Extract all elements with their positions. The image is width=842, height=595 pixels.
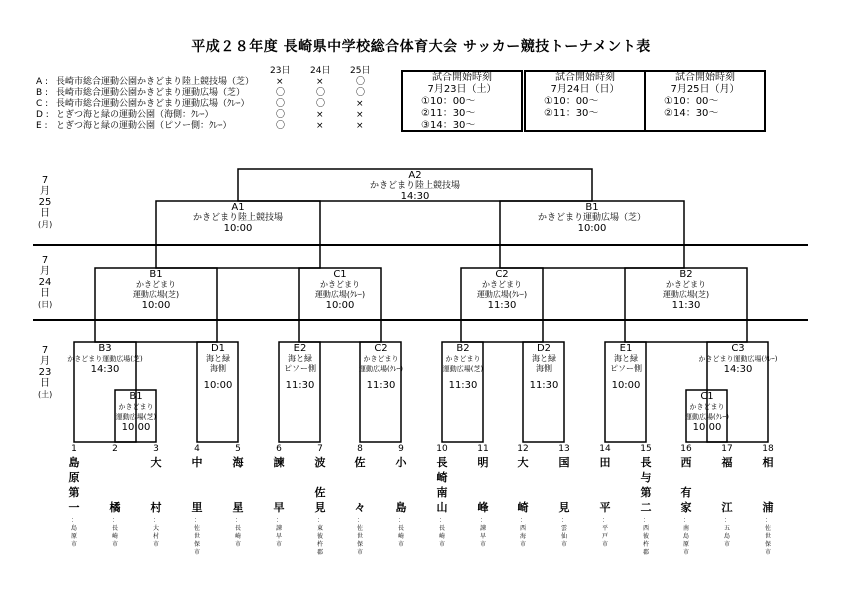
schedule-time: ②11：30～	[544, 108, 599, 119]
date-col-24: 24日	[310, 66, 331, 76]
team-name-char	[473, 485, 493, 500]
team-city-char: 原	[70, 533, 77, 540]
match-r1-b: C1 かきどまり 運動広場(ｸﾚｰ) 10:00	[685, 391, 729, 433]
team-city-char: 佐	[764, 525, 771, 532]
team-city-char: 佐	[356, 525, 363, 532]
team-city-char: 西	[519, 525, 526, 532]
team-city-char: 彼	[316, 533, 323, 540]
team-city-char: 郡	[316, 549, 323, 556]
team-name-char: 有	[680, 486, 692, 499]
team-name-char: 崎	[517, 501, 529, 514]
team-name-char: 波	[314, 456, 326, 469]
team-name-char: 西	[680, 456, 692, 469]
match-r2-5: B2 かきどまり 運動広場(芝) 11:30	[442, 343, 484, 391]
match-r2-1: B3 かきどまり運動広場(芝) 14:30	[67, 343, 143, 375]
team-city-char: 長	[438, 525, 445, 532]
schedule-title: 試合開始時刻	[675, 72, 735, 83]
team-city-char: 市	[723, 541, 730, 548]
team-city-char: 市	[70, 541, 77, 548]
schedule-box-25	[644, 70, 766, 132]
venue-b-mark-25: 〇	[356, 88, 366, 98]
team-city-char: ：	[519, 517, 526, 524]
venue-e-mark-23: 〇	[276, 121, 286, 131]
team-city-char: 南	[682, 525, 689, 532]
team-name-char: 与	[640, 471, 652, 484]
team-city-char: 崎	[397, 533, 404, 540]
team-city-char: 崎	[111, 533, 118, 540]
team-city-char: 保	[193, 541, 200, 548]
team-entry: 10 長 崎 南 山 ： 長 崎 市	[432, 443, 452, 549]
team-name-char: 家	[680, 501, 692, 514]
team-name-char: 国	[558, 456, 570, 469]
match-r1-a: B1 かきどまり 運動広場(芝) 10:00	[115, 391, 157, 433]
team-name-char	[350, 485, 370, 500]
team-name-char	[595, 485, 615, 500]
date-col-25: 25日	[350, 66, 371, 76]
team-name-char: 大	[150, 456, 162, 469]
venue-d-mark-24: ×	[316, 110, 324, 120]
venue-c-mark-23: 〇	[276, 99, 286, 109]
team-city-char: ：	[356, 517, 363, 524]
page-title: 平成２８年度 長崎県中学校総合体育大会 サッカー競技トーナメント表	[191, 39, 651, 55]
team-name-char	[228, 485, 248, 500]
team-name-char	[758, 485, 778, 500]
team-city-char: 世	[356, 533, 363, 540]
day-label-24: 7 月 24 日 (日)	[38, 255, 53, 309]
team-name-char: 橘	[109, 501, 121, 514]
team-city-char: ：	[560, 517, 567, 524]
schedule-time: ②14：30～	[664, 108, 719, 119]
venue-a-mark-25: 〇	[356, 77, 366, 87]
team-name-char: 海	[232, 456, 244, 469]
team-name-char: 福	[721, 456, 733, 469]
team-city-char: 世	[193, 533, 200, 540]
venue-key-e: E :	[36, 121, 48, 131]
team-city-char: 市	[438, 541, 445, 548]
team-name-char	[105, 455, 125, 470]
match-qf1: B1 かきどまり 運動広場(芝) 10:00	[132, 269, 180, 311]
match-qf4: B2 かきどまり 運動広場(芝) 11:30	[662, 269, 710, 311]
team-name-char	[310, 470, 330, 485]
team-name-char: 長	[436, 456, 448, 469]
team-city-char: ：	[723, 517, 730, 524]
date-col-23: 23日	[270, 66, 291, 76]
team-name-char: 江	[721, 501, 733, 514]
team-entry: 6 諫 早 ： 諫 早 市	[269, 443, 289, 549]
team-city-char: 崎	[234, 533, 241, 540]
schedule-title: 試合開始時刻	[555, 72, 615, 83]
team-name-char	[513, 470, 533, 485]
team-name-char	[554, 470, 574, 485]
team-city-char: 諫	[275, 525, 282, 532]
venue-d-mark-25: ×	[356, 110, 364, 120]
venue-b-mark-23: 〇	[276, 88, 286, 98]
team-city-char: 長	[234, 525, 241, 532]
team-name-char: 浦	[762, 501, 774, 514]
team-city-char: ：	[316, 517, 323, 524]
team-city-char: 西	[642, 525, 649, 532]
day-label-23: 7 月 23 日 (土)	[38, 345, 53, 399]
match-r2-2: D1 海と緑 海側 10:00	[203, 343, 233, 391]
schedule-box-23	[401, 70, 523, 132]
team-city-char: ：	[438, 517, 445, 524]
team-entry: 18 相 浦 ： 佐 世 保 市	[758, 443, 778, 557]
team-name-char	[350, 470, 370, 485]
venue-name-c: 長崎市総合運動公園かきどまり運動広場（ｸﾚｰ）	[56, 99, 250, 109]
team-city-char: ：	[234, 517, 241, 524]
team-city-char: 世	[764, 533, 771, 540]
match-r2-6: D2 海と緑 海側 11:30	[529, 343, 559, 391]
team-city-char: 早	[275, 533, 282, 540]
team-entry: 11 明 峰 ： 諫 早 市	[473, 443, 493, 549]
venue-key-d: D :	[36, 110, 49, 120]
venue-c-mark-25: ×	[356, 99, 364, 109]
team-city-char: ：	[397, 517, 404, 524]
team-city-char: ：	[682, 517, 689, 524]
team-name-char: 相	[762, 456, 774, 469]
team-name-char	[105, 470, 125, 485]
team-city-char: 市	[479, 541, 486, 548]
team-city-char: 島	[70, 525, 77, 532]
venue-name-b: 長崎市総合運動公園かきどまり運動広場（芝）	[56, 88, 246, 98]
team-city-char: 平	[601, 525, 608, 532]
match-qf3: C2 かきどまり 運動広場(ｸﾚｰ) 11:30	[476, 269, 528, 311]
team-city-char: 市	[601, 541, 608, 548]
team-city-char: 五	[723, 525, 730, 532]
team-city-char: ：	[642, 517, 649, 524]
team-name-char	[717, 485, 737, 500]
team-city-char: 原	[682, 541, 689, 548]
schedule-date: 7月25日（月）	[670, 84, 740, 95]
team-city-char: 市	[356, 549, 363, 556]
team-entry: 7 波 佐 見 ： 東 彼 杵 郡	[310, 443, 330, 557]
team-entry: 1 島 原 第 一 ： 島 原 市	[64, 443, 84, 549]
venue-d-mark-23: 〇	[276, 110, 286, 120]
team-name-char	[391, 485, 411, 500]
team-name-char	[187, 485, 207, 500]
team-name-char: 見	[314, 501, 326, 514]
team-name-char: 第	[640, 486, 652, 499]
venue-a-mark-24: ×	[316, 77, 324, 87]
team-name-char: 星	[232, 501, 244, 514]
team-name-char: 早	[273, 501, 285, 514]
match-semifinal-left: A1 かきどまり陸上競技場 10:00	[192, 202, 283, 234]
team-city-char: ：	[193, 517, 200, 524]
team-city-char: 諫	[479, 525, 486, 532]
team-city-char: 杵	[642, 541, 649, 548]
match-r2-7: E1 海と緑 ピソー側 10:00	[610, 343, 642, 391]
team-city-char: 市	[111, 541, 118, 548]
day-label-25: 7 月 25 日 (月)	[38, 175, 53, 229]
team-name-char: 平	[599, 501, 611, 514]
team-name-char: 南	[436, 486, 448, 499]
team-city-char: 佐	[193, 525, 200, 532]
venue-key-b: B :	[36, 88, 49, 98]
schedule-box-24	[524, 70, 646, 132]
match-r2-4: C2 かきどまり 運動広場(ｸﾚｰ) 11:30	[359, 343, 403, 391]
team-city-char: 東	[316, 525, 323, 532]
team-city-char: 海	[519, 533, 526, 540]
schedule-date: 7月23日（土）	[427, 84, 497, 95]
venue-e-mark-24: ×	[316, 121, 324, 131]
team-city-char: 市	[764, 549, 771, 556]
venue-e-mark-25: ×	[356, 121, 364, 131]
team-name-char: 々	[354, 501, 366, 514]
venue-key-a: A :	[36, 77, 49, 87]
team-name-char	[269, 485, 289, 500]
team-city-char: 彼	[642, 533, 649, 540]
team-entry: 3 大 村 ： 大 村 市	[146, 443, 166, 549]
team-name-char	[595, 470, 615, 485]
match-qf2: C1 かきどまり 運動広場(ｸﾚｰ) 10:00	[314, 269, 366, 311]
team-city-char: 雲	[560, 525, 567, 532]
team-city-char: 市	[234, 541, 241, 548]
team-entry: 12 大 崎 ： 西 海 市	[513, 443, 533, 549]
venue-name-e: とぎつ海と緑の運動公園（ピソー側：ｸﾚｰ）	[56, 121, 232, 131]
team-city-char: 市	[397, 541, 404, 548]
schedule-time: ②11：30～	[421, 108, 476, 119]
team-name-char	[146, 485, 166, 500]
team-city-char: ：	[111, 517, 118, 524]
team-city-char: 早	[479, 533, 486, 540]
team-city-char: 市	[193, 549, 200, 556]
venue-c-mark-24: 〇	[316, 99, 326, 109]
schedule-time: ①10：00～	[544, 96, 599, 107]
team-entry: 5 海 星 ： 長 崎 市	[228, 443, 248, 549]
team-city-char: 大	[152, 525, 159, 532]
team-name-char: 諫	[273, 456, 285, 469]
venue-b-mark-24: 〇	[316, 88, 326, 98]
team-entry: 14 田 平 ： 平 戸 市	[595, 443, 615, 549]
team-city-char: 長	[397, 525, 404, 532]
team-name-char	[758, 470, 778, 485]
schedule-title: 試合開始時刻	[432, 72, 492, 83]
schedule-time: ③14：30～	[421, 120, 476, 131]
schedule-time: ①10：00～	[421, 96, 476, 107]
team-city-char: 島	[682, 533, 689, 540]
team-city-char: 市	[152, 541, 159, 548]
match-r2-3: E2 海と緑 ピソー側 11:30	[284, 343, 316, 391]
team-name-char: 中	[191, 456, 203, 469]
team-name-char: 佐	[354, 456, 366, 469]
team-city-char: ：	[479, 517, 486, 524]
team-name-char: 田	[599, 456, 611, 469]
team-name-char: 崎	[436, 471, 448, 484]
team-city-char: 市	[560, 541, 567, 548]
team-name-char: 峰	[477, 501, 489, 514]
team-city-char: 仙	[560, 533, 567, 540]
team-name-char: 島	[68, 456, 80, 469]
team-entry: 15 長 与 第 二 ： 西 彼 杵 郡	[636, 443, 656, 557]
team-entry: 9 小 島 ： 長 崎 市	[391, 443, 411, 549]
team-name-char: 小	[395, 456, 407, 469]
team-name-char	[146, 470, 166, 485]
team-name-char	[105, 485, 125, 500]
team-name-char	[269, 470, 289, 485]
venue-name-d: とぎつ海と緑の運動公園（海側：ｸﾚｰ）	[56, 110, 214, 120]
team-name-char: 明	[477, 456, 489, 469]
team-name-char	[554, 485, 574, 500]
team-city-char: 市	[275, 541, 282, 548]
team-city-char: ：	[275, 517, 282, 524]
team-city-char: 郡	[642, 549, 649, 556]
team-city-char: 保	[356, 541, 363, 548]
team-entry: 16 西 有 家 ： 南 島 原 市	[676, 443, 696, 557]
team-city-char: ：	[152, 517, 159, 524]
team-name-char: 村	[150, 501, 162, 514]
team-city-char: ：	[601, 517, 608, 524]
team-name-char: 島	[395, 501, 407, 514]
team-name-char: 山	[436, 501, 448, 514]
team-name-char: 里	[191, 501, 203, 514]
team-city-char: 杵	[316, 541, 323, 548]
venue-name-a: 長崎市総合運動公園かきどまり陸上競技場（芝）	[56, 77, 255, 87]
team-name-char	[513, 485, 533, 500]
team-name-char	[717, 470, 737, 485]
team-name-char: 二	[640, 501, 652, 514]
team-entry: 13 国 見 ： 雲 仙 市	[554, 443, 574, 549]
schedule-date: 7月24日（日）	[550, 84, 620, 95]
team-city-char: 長	[111, 525, 118, 532]
team-name-char	[391, 470, 411, 485]
team-name-char: 大	[517, 456, 529, 469]
team-entry: 17 福 江 ： 五 島 市	[717, 443, 737, 549]
venue-a-mark-23: ×	[276, 77, 284, 87]
team-name-char: 長	[640, 456, 652, 469]
team-entry: 8 佐 々 ： 佐 世 保 市	[350, 443, 370, 557]
team-city-char: ：	[70, 517, 77, 524]
schedule-time: ①10：00～	[664, 96, 719, 107]
team-name-char	[187, 470, 207, 485]
team-city-char: 保	[764, 541, 771, 548]
team-name-char: 一	[68, 501, 80, 514]
team-city-char: 戸	[601, 533, 608, 540]
team-city-char: 島	[723, 533, 730, 540]
team-city-char: 市	[519, 541, 526, 548]
team-city-char: 村	[152, 533, 159, 540]
match-final: A2 かきどまり陸上競技場 14:30	[369, 170, 460, 202]
team-name-char	[473, 470, 493, 485]
team-city-char: ：	[764, 517, 771, 524]
team-name-char: 見	[558, 501, 570, 514]
team-name-char: 第	[68, 486, 80, 499]
team-entry: 2 橘 ： 長 崎 市	[105, 443, 125, 549]
team-name-char: 原	[68, 471, 80, 484]
team-city-char: 市	[682, 549, 689, 556]
venue-key-c: C :	[36, 99, 49, 109]
team-entry: 4 中 里 ： 佐 世 保 市	[187, 443, 207, 557]
team-city-char: 崎	[438, 533, 445, 540]
team-name-char	[676, 470, 696, 485]
match-r2-8: C3 かきどまり運動広場(ｸﾚｰ) 14:30	[698, 343, 778, 375]
match-semifinal-right: B1 かきどまり運動広場（芝） 10:00	[537, 202, 646, 234]
team-name-char	[228, 470, 248, 485]
team-name-char: 佐	[314, 486, 326, 499]
